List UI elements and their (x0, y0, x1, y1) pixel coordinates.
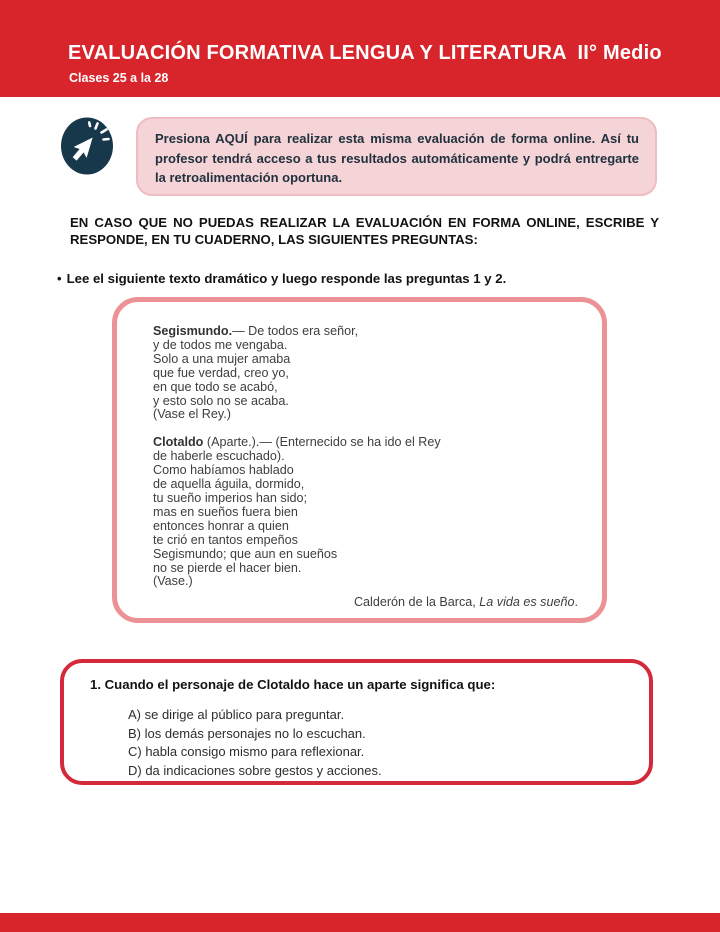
header-band (0, 0, 720, 97)
stanza1-line: y esto solo no se acaba. (153, 393, 289, 408)
stanza2-line: mas en sueños fuera bien (153, 504, 298, 519)
page-title: EVALUACIÓN FORMATIVA LENGUA Y LITERATURA II° Medio (68, 42, 662, 64)
option-a: A) se dirige al público para preguntar. (128, 707, 345, 722)
option-b: B) los demás personajes no lo escuchan. (128, 725, 366, 741)
reading-prompt-text: Lee el siguiente texto dramático y luego responde las preguntas 1 y 2. (66, 271, 507, 286)
stanza2-line: de haberle escuchado). (153, 449, 285, 464)
stanza1-line: en que todo se acabó, (153, 379, 278, 394)
question-1-title: 1. Cuando el personaje de Clotaldo hace un aparte significa que: (90, 677, 496, 692)
question-1-box (60, 659, 653, 785)
stanza2-line: te crió en tantos empeños (153, 532, 298, 547)
stanza2-line: de aquella águila, dormido, (153, 477, 305, 492)
stanza1-line: que fue verdad, creo yo, (153, 365, 289, 380)
option-d: D) da indicaciones sobre gestos y acciones. (128, 762, 382, 778)
reading-prompt (57, 271, 657, 286)
callout-text[interactable]: Presiona AQUÍ para realizar esta misma evaluación de forma online. Así tu profesor tendrá acceso a tus resultados automáticamente y podrá entregarte la retroalimentación oportuna. (155, 131, 639, 185)
stanza2-line: entonces honrar a quien (153, 518, 289, 533)
stanza1-line (153, 325, 580, 339)
speaker-segismundo: Segismundo. (153, 324, 233, 338)
attribution-suffix: . (574, 595, 578, 610)
speaker-clotaldo: Clotaldo (153, 435, 204, 450)
stanza1-first-line-rest: — De todos era señor, (232, 324, 359, 338)
stanza1-line: (Vase el Rey.) (153, 407, 231, 422)
page-subtitle: Clases 25 a la 28 (69, 71, 169, 85)
footer-band (0, 913, 720, 932)
attribution-author: Calderón de la Barca, (353, 595, 480, 610)
stanza2-line: Como habíamos hablado (153, 463, 294, 478)
stanza-gap (153, 422, 580, 436)
stanza1-line: Solo a una mujer amaba (153, 351, 291, 366)
click-cursor-icon[interactable] (59, 115, 115, 177)
reading-passage-box (112, 297, 607, 623)
stanza2-line: Segismundo; que aun en sueños (153, 546, 338, 561)
stanza2-line: no se pierde el hacer bien. (153, 560, 302, 575)
stanza1-line: y de todos me vengaba. (153, 337, 288, 352)
stanza2-first-line-rest: (Aparte.).— (Enternecido se ha ido el Rey (203, 435, 441, 450)
online-evaluation-callout[interactable] (136, 117, 657, 196)
bullet-marker: • (57, 271, 62, 286)
option-c: C) habla consigo mismo para reflexionar. (128, 744, 365, 760)
attribution-work-title: La vida es sueño (479, 595, 575, 610)
stanza2-line (153, 436, 580, 450)
question-1-options (128, 706, 629, 780)
offline-instructions: EN CASO QUE NO PUEDAS REALIZAR LA EVALUACIÓN EN FORMA ONLINE, ESCRIBE Y RESPONDE, EN TU CUADERNO, LAS SIGUIENTES PREGUNTAS: (70, 215, 659, 247)
passage-text (153, 325, 580, 589)
stanza2-line: (Vase.) (153, 574, 193, 589)
stanza2-line: tu sueño imperios han sido; (153, 490, 308, 505)
passage-attribution (153, 595, 580, 609)
